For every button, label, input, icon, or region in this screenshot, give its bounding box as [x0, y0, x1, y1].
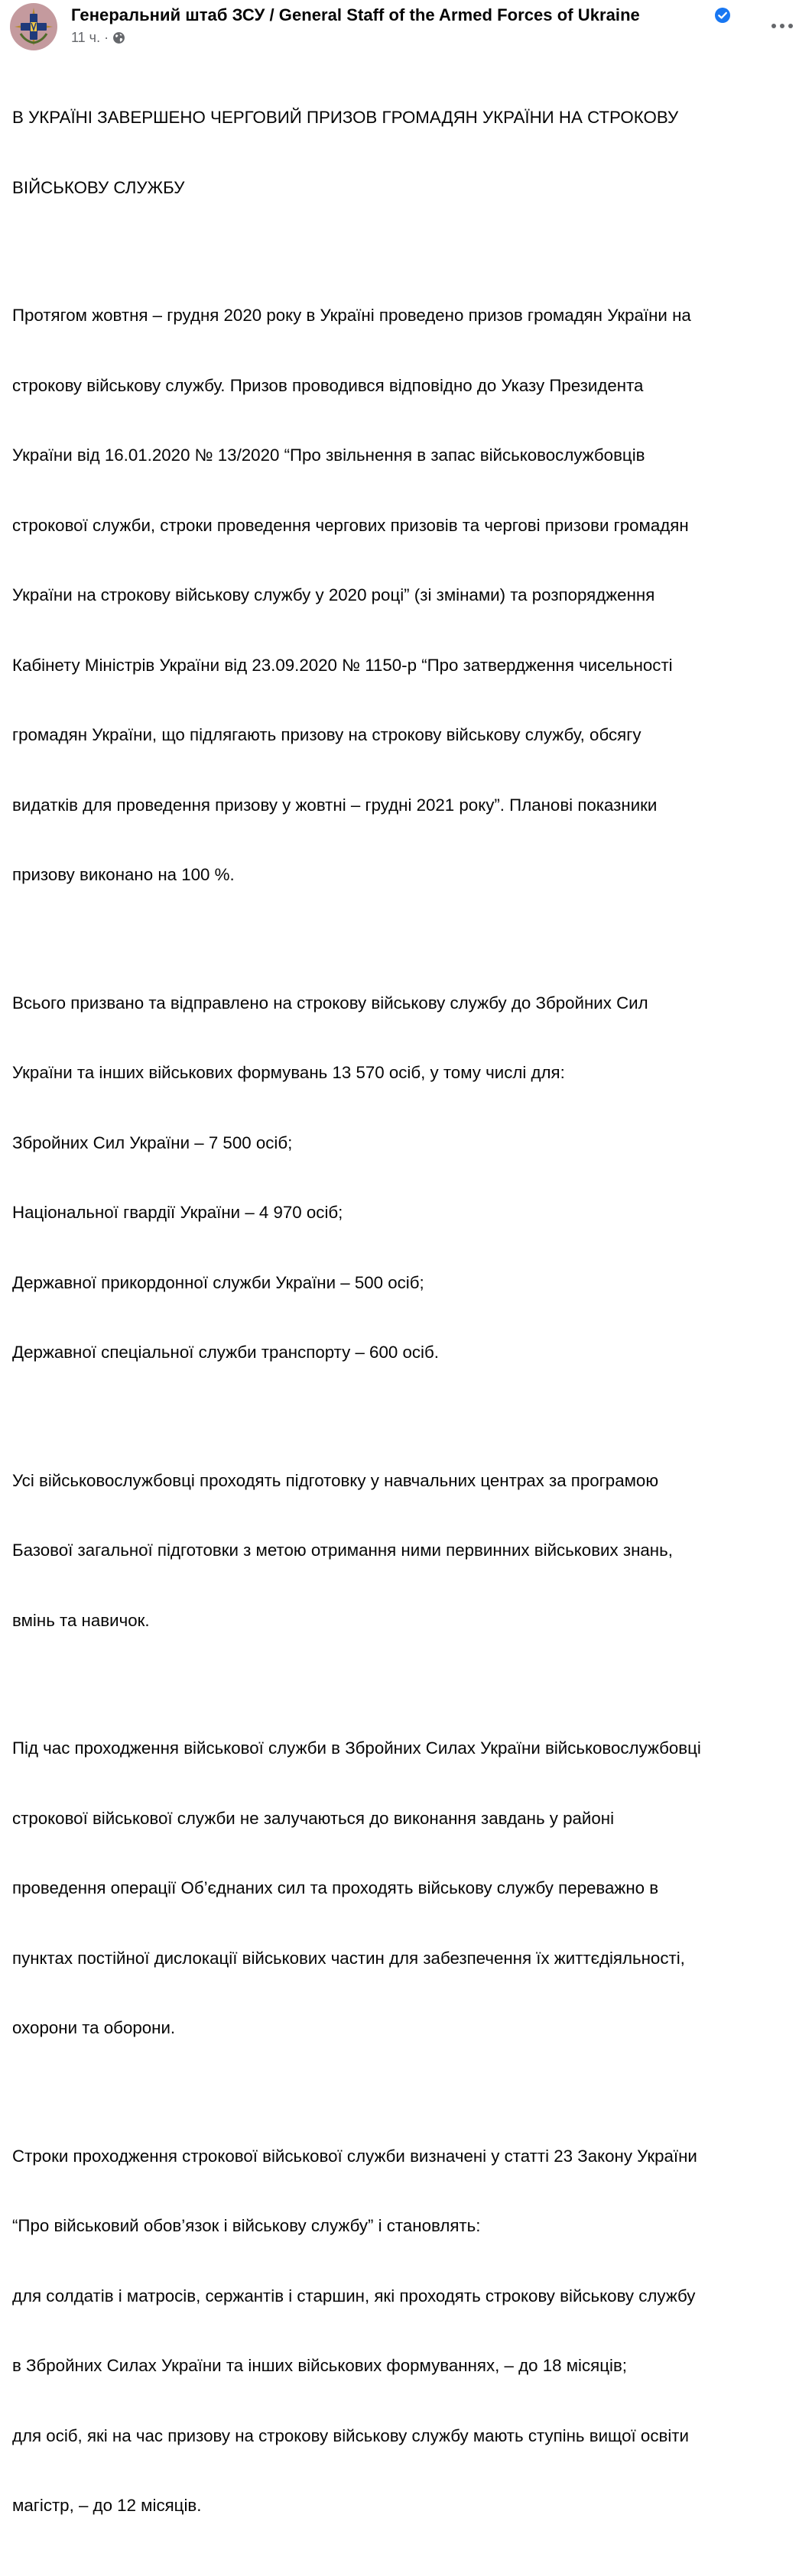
text-line: магістр, – до 12 місяців.	[12, 2496, 202, 2515]
text-line: видатків для проведення призову у жовтні – грудні 2021 року”. Планові показники	[12, 795, 658, 815]
text-line: призову виконано на 100 %.	[12, 865, 235, 884]
post-meta	[71, 29, 125, 46]
text-line: України на строкову військову службу у 2020 році” (зі змінами) та розпорядження	[12, 585, 655, 604]
text-line: ВІЙСЬКОВУ СЛУЖБУ	[12, 177, 185, 197]
armed-forces-emblem-icon	[10, 3, 57, 50]
paragraph-service-terms	[12, 2098, 807, 2565]
text-line: Протягом жовтня – грудня 2020 року в Україні проведено призов громадян України на	[12, 306, 691, 325]
text-line: Кабінету Міністрів України від 23.09.2020 № 1150-р “Про затвердження чисельності	[12, 655, 673, 675]
paragraph-service-conditions	[12, 1690, 807, 2087]
text-line: в Збройних Силах України та інших військових формуваннях, – до 18 місяців;	[12, 2356, 627, 2375]
text-line: В УКРАЇНІ ЗАВЕРШЕНО ЧЕРГОВИЙ ПРИЗОВ ГРОМАДЯН УКРАЇНИ НА СТРОКОВУ	[12, 108, 679, 127]
text-line: Базової загальної підготовки з метою отримання ними первинних військових знань,	[12, 1541, 673, 1560]
post-timestamp[interactable]: 11 ч.	[71, 29, 101, 45]
text-line: Всього призвано та відправлено на строкову військову службу до Збройних Сил	[12, 993, 648, 1013]
text-line: Національної гвардії України – 4 970 осіб;	[12, 1203, 343, 1222]
more-options-button[interactable]	[765, 14, 799, 38]
verified-badge-icon	[714, 7, 731, 24]
meta-separator: ·	[104, 29, 109, 45]
text-line: громадян України, що підлягають призову на строкову військову службу, обсягу	[12, 725, 641, 744]
text-line: для солдатів і матросів, сержантів і старшин, які проходять строкову військову службу	[12, 2286, 696, 2305]
text-line: України від 16.01.2020 № 13/2020 “Про звільнення в запас військовослужбовців	[12, 446, 645, 465]
text-line: Під час проходження військової служби в Збройних Силах України військовослужбовці	[12, 1738, 701, 1758]
globe-icon[interactable]	[112, 31, 125, 44]
text-line: “Про військовий обов’язок і військову службу” і становлять:	[12, 2216, 481, 2235]
paragraph-totals	[12, 945, 807, 1411]
text-line: строкової військової служби не залучаються до виконання завдань у районі	[12, 1808, 615, 1828]
text-line: строкову військову службу. Призов проводився відповідно до Указу Президента	[12, 375, 644, 395]
text-line: строкової служби, строки проведення чергових призовів та чергові призови громадян	[12, 515, 689, 535]
text-line: проведення операції Об’єднаних сил та проходять військову службу переважно в	[12, 1878, 659, 1897]
text-line: охорони та оборони.	[12, 2018, 176, 2037]
text-line: Усі військовослужбовці проходять підготовку у навчальних центрах за програмою	[12, 1470, 659, 1490]
post-text	[12, 60, 807, 2576]
more-horizontal-icon	[771, 23, 794, 29]
post-title	[12, 60, 807, 246]
paragraph-conscription-summary	[12, 258, 807, 934]
text-line: Державної прикордонної служби України – 500 осіб;	[12, 1272, 424, 1292]
post-header	[0, 0, 812, 53]
page-avatar[interactable]	[10, 3, 57, 50]
text-line: Збройних Сил України – 7 500 осіб;	[12, 1132, 293, 1152]
page-name-link[interactable]: Генеральний штаб ЗСУ / General Staff of the Armed Forces of Ukraine	[71, 5, 640, 24]
text-line: Строки проходження строкової військової служби визначені у статті 23 Закону України	[12, 2146, 697, 2166]
text-line: для осіб, які на час призову на строкову військову службу мають ступінь вищої освіти	[12, 2425, 689, 2445]
text-line: пунктах постійної дислокації військових частин для забезпечення їх життєдіяльності,	[12, 1948, 685, 1968]
text-line: вмінь та навичок.	[12, 1610, 150, 1630]
text-line: Державної спеціальної служби транспорту – 600 осіб.	[12, 1343, 439, 1362]
text-line: України та інших військових формувань 13 570 осіб, у тому числі для:	[12, 1063, 565, 1082]
paragraph-training	[12, 1423, 807, 1680]
